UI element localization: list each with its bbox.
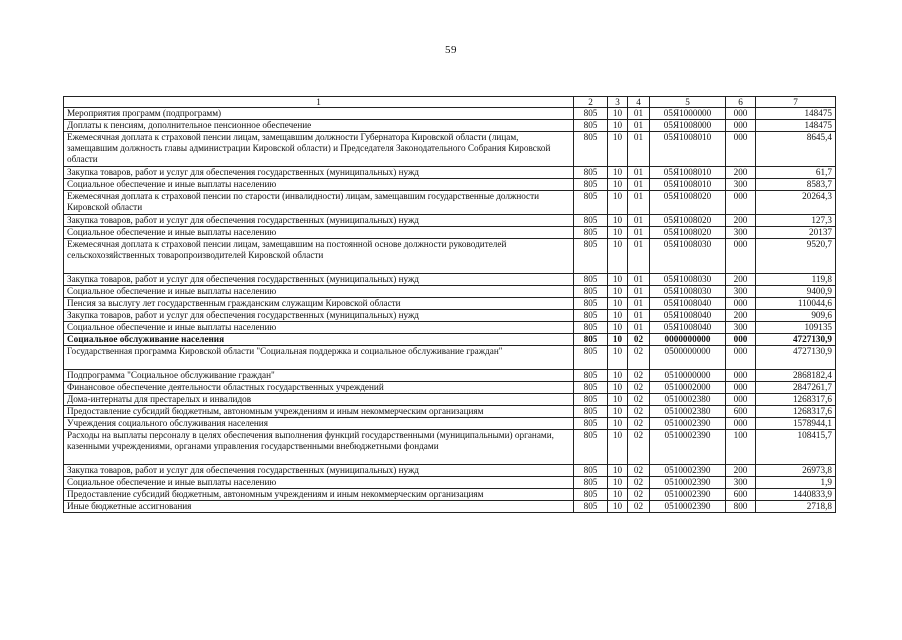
row-description: Пенсия за выслугу лет государственным гражданским служащим Кировской области bbox=[64, 298, 574, 310]
row-amount: 4727130,9 bbox=[756, 346, 836, 370]
row-section-code: 10 bbox=[608, 406, 628, 418]
row-target-article: 05Я1008010 bbox=[650, 179, 726, 191]
row-expense-type: 000 bbox=[726, 120, 756, 132]
row-amount: 909,6 bbox=[756, 310, 836, 322]
row-ministry-code: 805 bbox=[574, 108, 608, 120]
row-subsection-code: 02 bbox=[628, 346, 650, 370]
table-row bbox=[64, 191, 836, 215]
row-expense-type: 000 bbox=[726, 370, 756, 382]
row-expense-type: 000 bbox=[726, 418, 756, 430]
row-expense-type: 100 bbox=[726, 430, 756, 465]
row-section-code: 10 bbox=[608, 394, 628, 406]
row-amount: 109135 bbox=[756, 322, 836, 334]
table-header-row bbox=[64, 97, 836, 108]
row-expense-type: 200 bbox=[726, 274, 756, 286]
row-target-article: 05Я1008020 bbox=[650, 215, 726, 227]
row-description: Закупка товаров, работ и услуг для обеспечения государственных (муниципальных) нужд bbox=[64, 465, 574, 477]
table-row bbox=[64, 406, 836, 418]
row-amount: 119,8 bbox=[756, 274, 836, 286]
table-row bbox=[64, 501, 836, 513]
row-amount: 2718,8 bbox=[756, 501, 836, 513]
row-target-article: 0510002390 bbox=[650, 430, 726, 465]
table-row bbox=[64, 108, 836, 120]
table-row bbox=[64, 418, 836, 430]
row-amount: 8645,4 bbox=[756, 132, 836, 167]
row-expense-type: 200 bbox=[726, 465, 756, 477]
row-amount: 1,9 bbox=[756, 477, 836, 489]
row-ministry-code: 805 bbox=[574, 418, 608, 430]
row-expense-type: 000 bbox=[726, 298, 756, 310]
row-description: Социальное обеспечение и иные выплаты населению bbox=[64, 179, 574, 191]
row-expense-type: 300 bbox=[726, 322, 756, 334]
row-target-article: 05Я1008040 bbox=[650, 310, 726, 322]
row-description: Государственная программа Кировской области "Социальная поддержка и социальное обслуживание граждан" bbox=[64, 346, 574, 370]
row-description: Доплаты к пенсиям, дополнительное пенсионное обеспечение bbox=[64, 120, 574, 132]
row-amount: 20264,3 bbox=[756, 191, 836, 215]
page-number: 59 bbox=[445, 44, 457, 56]
row-section-code: 10 bbox=[608, 346, 628, 370]
row-target-article: 0510002380 bbox=[650, 394, 726, 406]
header-col-5: 5 bbox=[650, 97, 726, 108]
row-description: Подпрограмма "Социальное обслуживание граждан" bbox=[64, 370, 574, 382]
row-section-code: 10 bbox=[608, 334, 628, 346]
row-subsection-code: 01 bbox=[628, 108, 650, 120]
row-ministry-code: 805 bbox=[574, 430, 608, 465]
table-row bbox=[64, 346, 836, 370]
row-target-article: 05Я1008030 bbox=[650, 239, 726, 274]
row-target-article: 0510002380 bbox=[650, 406, 726, 418]
row-target-article: 0510002000 bbox=[650, 382, 726, 394]
row-amount: 9400,9 bbox=[756, 286, 836, 298]
row-expense-type: 000 bbox=[726, 191, 756, 215]
row-ministry-code: 805 bbox=[574, 346, 608, 370]
row-target-article: 0510002390 bbox=[650, 501, 726, 513]
row-description: Ежемесячная доплата к страховой пенсии лицам, замещавшим должности Губернатора Кировской области (лицам, замещавшим должность главы администрации Кировской области) и Председателя Законодательного Собрания Кировской области bbox=[64, 132, 574, 167]
row-section-code: 10 bbox=[608, 132, 628, 167]
row-amount: 1268317,6 bbox=[756, 406, 836, 418]
row-description: Закупка товаров, работ и услуг для обеспечения государственных (муниципальных) нужд bbox=[64, 215, 574, 227]
row-amount: 1268317,6 bbox=[756, 394, 836, 406]
row-subsection-code: 01 bbox=[628, 132, 650, 167]
row-expense-type: 200 bbox=[726, 167, 756, 179]
row-section-code: 10 bbox=[608, 227, 628, 239]
budget-table bbox=[63, 96, 836, 513]
row-expense-type: 200 bbox=[726, 310, 756, 322]
row-amount: 148475 bbox=[756, 108, 836, 120]
row-expense-type: 200 bbox=[726, 215, 756, 227]
row-subsection-code: 01 bbox=[628, 298, 650, 310]
row-ministry-code: 805 bbox=[574, 132, 608, 167]
table-row bbox=[64, 298, 836, 310]
row-subsection-code: 01 bbox=[628, 120, 650, 132]
row-description: Финансовое обеспечение деятельности областных государственных учреждений bbox=[64, 382, 574, 394]
row-expense-type: 300 bbox=[726, 227, 756, 239]
row-ministry-code: 805 bbox=[574, 382, 608, 394]
table-row bbox=[64, 179, 836, 191]
table-row bbox=[64, 489, 836, 501]
row-section-code: 10 bbox=[608, 120, 628, 132]
table-row bbox=[64, 227, 836, 239]
row-section-code: 10 bbox=[608, 501, 628, 513]
row-expense-type: 600 bbox=[726, 406, 756, 418]
row-amount: 8583,7 bbox=[756, 179, 836, 191]
row-subsection-code: 02 bbox=[628, 394, 650, 406]
row-subsection-code: 02 bbox=[628, 430, 650, 465]
row-expense-type: 600 bbox=[726, 489, 756, 501]
row-description: Закупка товаров, работ и услуг для обеспечения государственных (муниципальных) нужд bbox=[64, 274, 574, 286]
row-subsection-code: 01 bbox=[628, 215, 650, 227]
row-subsection-code: 01 bbox=[628, 167, 650, 179]
header-col-1: 1 bbox=[64, 97, 574, 108]
row-ministry-code: 805 bbox=[574, 179, 608, 191]
row-description: Предоставление субсидий бюджетным, автономным учреждениям и иным некоммерческим организациям bbox=[64, 406, 574, 418]
row-ministry-code: 805 bbox=[574, 167, 608, 179]
row-description: Социальное обеспечение и иные выплаты населению bbox=[64, 286, 574, 298]
table-row bbox=[64, 322, 836, 334]
row-ministry-code: 805 bbox=[574, 465, 608, 477]
row-description: Закупка товаров, работ и услуг для обеспечения государственных (муниципальных) нужд bbox=[64, 310, 574, 322]
row-ministry-code: 805 bbox=[574, 406, 608, 418]
row-target-article: 0510002390 bbox=[650, 489, 726, 501]
row-target-article: 05Я1008010 bbox=[650, 167, 726, 179]
row-expense-type: 000 bbox=[726, 132, 756, 167]
row-section-code: 10 bbox=[608, 322, 628, 334]
row-description: Дома-интернаты для престарелых и инвалидов bbox=[64, 394, 574, 406]
row-subsection-code: 01 bbox=[628, 286, 650, 298]
row-ministry-code: 805 bbox=[574, 120, 608, 132]
row-ministry-code: 805 bbox=[574, 334, 608, 346]
row-amount: 26973,8 bbox=[756, 465, 836, 477]
row-section-code: 10 bbox=[608, 489, 628, 501]
row-section-code: 10 bbox=[608, 382, 628, 394]
table-row bbox=[64, 477, 836, 489]
row-amount: 110044,6 bbox=[756, 298, 836, 310]
row-subsection-code: 01 bbox=[628, 191, 650, 215]
row-expense-type: 300 bbox=[726, 179, 756, 191]
row-amount: 108415,7 bbox=[756, 430, 836, 465]
table-row bbox=[64, 382, 836, 394]
row-amount: 20137 bbox=[756, 227, 836, 239]
row-description: Мероприятия программ (подпрограмм) bbox=[64, 108, 574, 120]
row-section-code: 10 bbox=[608, 191, 628, 215]
row-amount: 2868182,4 bbox=[756, 370, 836, 382]
row-expense-type: 800 bbox=[726, 501, 756, 513]
row-amount: 61,7 bbox=[756, 167, 836, 179]
header-col-7: 7 bbox=[756, 97, 836, 108]
row-section-code: 10 bbox=[608, 274, 628, 286]
row-section-code: 10 bbox=[608, 418, 628, 430]
row-target-article: 05Я1008040 bbox=[650, 322, 726, 334]
row-description: Социальное обеспечение и иные выплаты населению bbox=[64, 477, 574, 489]
header-col-6: 6 bbox=[726, 97, 756, 108]
row-description: Предоставление субсидий бюджетным, автономным учреждениям и иным некоммерческим организациям bbox=[64, 489, 574, 501]
header-col-2: 2 bbox=[574, 97, 608, 108]
row-ministry-code: 805 bbox=[574, 477, 608, 489]
row-section-code: 10 bbox=[608, 108, 628, 120]
row-section-code: 10 bbox=[608, 286, 628, 298]
row-subsection-code: 01 bbox=[628, 274, 650, 286]
row-ministry-code: 805 bbox=[574, 191, 608, 215]
row-amount: 2847261,7 bbox=[756, 382, 836, 394]
row-ministry-code: 805 bbox=[574, 489, 608, 501]
row-amount: 4727130,9 bbox=[756, 334, 836, 346]
row-target-article: 05Я1008020 bbox=[650, 227, 726, 239]
row-expense-type: 000 bbox=[726, 394, 756, 406]
row-ministry-code: 805 bbox=[574, 215, 608, 227]
row-target-article: 05Я1008020 bbox=[650, 191, 726, 215]
table-row bbox=[64, 132, 836, 167]
row-ministry-code: 805 bbox=[574, 298, 608, 310]
row-subsection-code: 01 bbox=[628, 310, 650, 322]
row-ministry-code: 805 bbox=[574, 274, 608, 286]
row-amount: 1578944,1 bbox=[756, 418, 836, 430]
table-row bbox=[64, 310, 836, 322]
row-subsection-code: 01 bbox=[628, 179, 650, 191]
row-description: Ежемесячная доплата к страховой пенсии по старости (инвалидности) лицам, замещавшим государственные должности Кировской области bbox=[64, 191, 574, 215]
row-subsection-code: 02 bbox=[628, 418, 650, 430]
row-target-article: 0510000000 bbox=[650, 370, 726, 382]
row-section-code: 10 bbox=[608, 465, 628, 477]
table-row bbox=[64, 430, 836, 465]
row-target-article: 05Я1008030 bbox=[650, 286, 726, 298]
row-ministry-code: 805 bbox=[574, 286, 608, 298]
row-section-code: 10 bbox=[608, 310, 628, 322]
row-target-article: 05Я1000000 bbox=[650, 108, 726, 120]
row-expense-type: 000 bbox=[726, 239, 756, 274]
row-section-code: 10 bbox=[608, 179, 628, 191]
table-row bbox=[64, 215, 836, 227]
table-body bbox=[64, 108, 836, 513]
row-expense-type: 300 bbox=[726, 286, 756, 298]
table-row bbox=[64, 370, 836, 382]
row-section-code: 10 bbox=[608, 215, 628, 227]
row-ministry-code: 805 bbox=[574, 394, 608, 406]
table-row bbox=[64, 274, 836, 286]
row-section-code: 10 bbox=[608, 239, 628, 274]
row-section-code: 10 bbox=[608, 370, 628, 382]
row-ministry-code: 805 bbox=[574, 239, 608, 274]
row-amount: 1440833,9 bbox=[756, 489, 836, 501]
row-expense-type: 000 bbox=[726, 108, 756, 120]
row-subsection-code: 02 bbox=[628, 406, 650, 418]
row-subsection-code: 01 bbox=[628, 322, 650, 334]
row-target-article: 05Я1008000 bbox=[650, 120, 726, 132]
table-row bbox=[64, 239, 836, 274]
row-ministry-code: 805 bbox=[574, 322, 608, 334]
row-section-code: 10 bbox=[608, 430, 628, 465]
row-subsection-code: 01 bbox=[628, 227, 650, 239]
row-ministry-code: 805 bbox=[574, 310, 608, 322]
row-subsection-code: 02 bbox=[628, 465, 650, 477]
row-target-article: 0000000000 bbox=[650, 334, 726, 346]
row-target-article: 0510002390 bbox=[650, 465, 726, 477]
row-subsection-code: 02 bbox=[628, 489, 650, 501]
row-ministry-code: 805 bbox=[574, 227, 608, 239]
table-row bbox=[64, 465, 836, 477]
row-ministry-code: 805 bbox=[574, 501, 608, 513]
row-description: Закупка товаров, работ и услуг для обеспечения государственных (муниципальных) нужд bbox=[64, 167, 574, 179]
row-section-code: 10 bbox=[608, 477, 628, 489]
row-subsection-code: 02 bbox=[628, 501, 650, 513]
row-target-article: 0510002390 bbox=[650, 477, 726, 489]
row-target-article: 05Я1008030 bbox=[650, 274, 726, 286]
row-target-article: 0500000000 bbox=[650, 346, 726, 370]
row-subsection-code: 02 bbox=[628, 477, 650, 489]
row-expense-type: 000 bbox=[726, 346, 756, 370]
row-target-article: 05Я1008040 bbox=[650, 298, 726, 310]
row-section-code: 10 bbox=[608, 167, 628, 179]
header-col-4: 4 bbox=[628, 97, 650, 108]
table-row bbox=[64, 334, 836, 346]
table-row bbox=[64, 167, 836, 179]
row-subsection-code: 02 bbox=[628, 334, 650, 346]
row-subsection-code: 02 bbox=[628, 370, 650, 382]
row-expense-type: 000 bbox=[726, 334, 756, 346]
row-expense-type: 300 bbox=[726, 477, 756, 489]
row-target-article: 0510002390 bbox=[650, 418, 726, 430]
row-description: Социальное обеспечение и иные выплаты населению bbox=[64, 227, 574, 239]
row-ministry-code: 805 bbox=[574, 370, 608, 382]
header-col-3: 3 bbox=[608, 97, 628, 108]
row-description: Социальное обеспечение и иные выплаты населению bbox=[64, 322, 574, 334]
row-subsection-code: 01 bbox=[628, 239, 650, 274]
row-description: Социальное обслуживание населения bbox=[64, 334, 574, 346]
row-section-code: 10 bbox=[608, 298, 628, 310]
row-amount: 127,3 bbox=[756, 215, 836, 227]
table-row bbox=[64, 120, 836, 132]
row-amount: 148475 bbox=[756, 120, 836, 132]
row-expense-type: 000 bbox=[726, 382, 756, 394]
row-description: Ежемесячная доплата к страховой пенсии лицам, замещавшим на постоянной основе должности руководителей сельскохозяйственных товаропроизводителей Кировской области bbox=[64, 239, 574, 274]
table-row bbox=[64, 394, 836, 406]
row-subsection-code: 02 bbox=[628, 382, 650, 394]
row-amount: 9520,7 bbox=[756, 239, 836, 274]
row-description: Учреждения социального обслуживания населения bbox=[64, 418, 574, 430]
row-description: Расходы на выплаты персоналу в целях обеспечения выполнения функций государственными (муниципальными) органами, казенными учреждениями, органами управления государственными внебюджетными фондами bbox=[64, 430, 574, 465]
row-target-article: 05Я1008010 bbox=[650, 132, 726, 167]
table-row bbox=[64, 286, 836, 298]
row-description: Иные бюджетные ассигнования bbox=[64, 501, 574, 513]
